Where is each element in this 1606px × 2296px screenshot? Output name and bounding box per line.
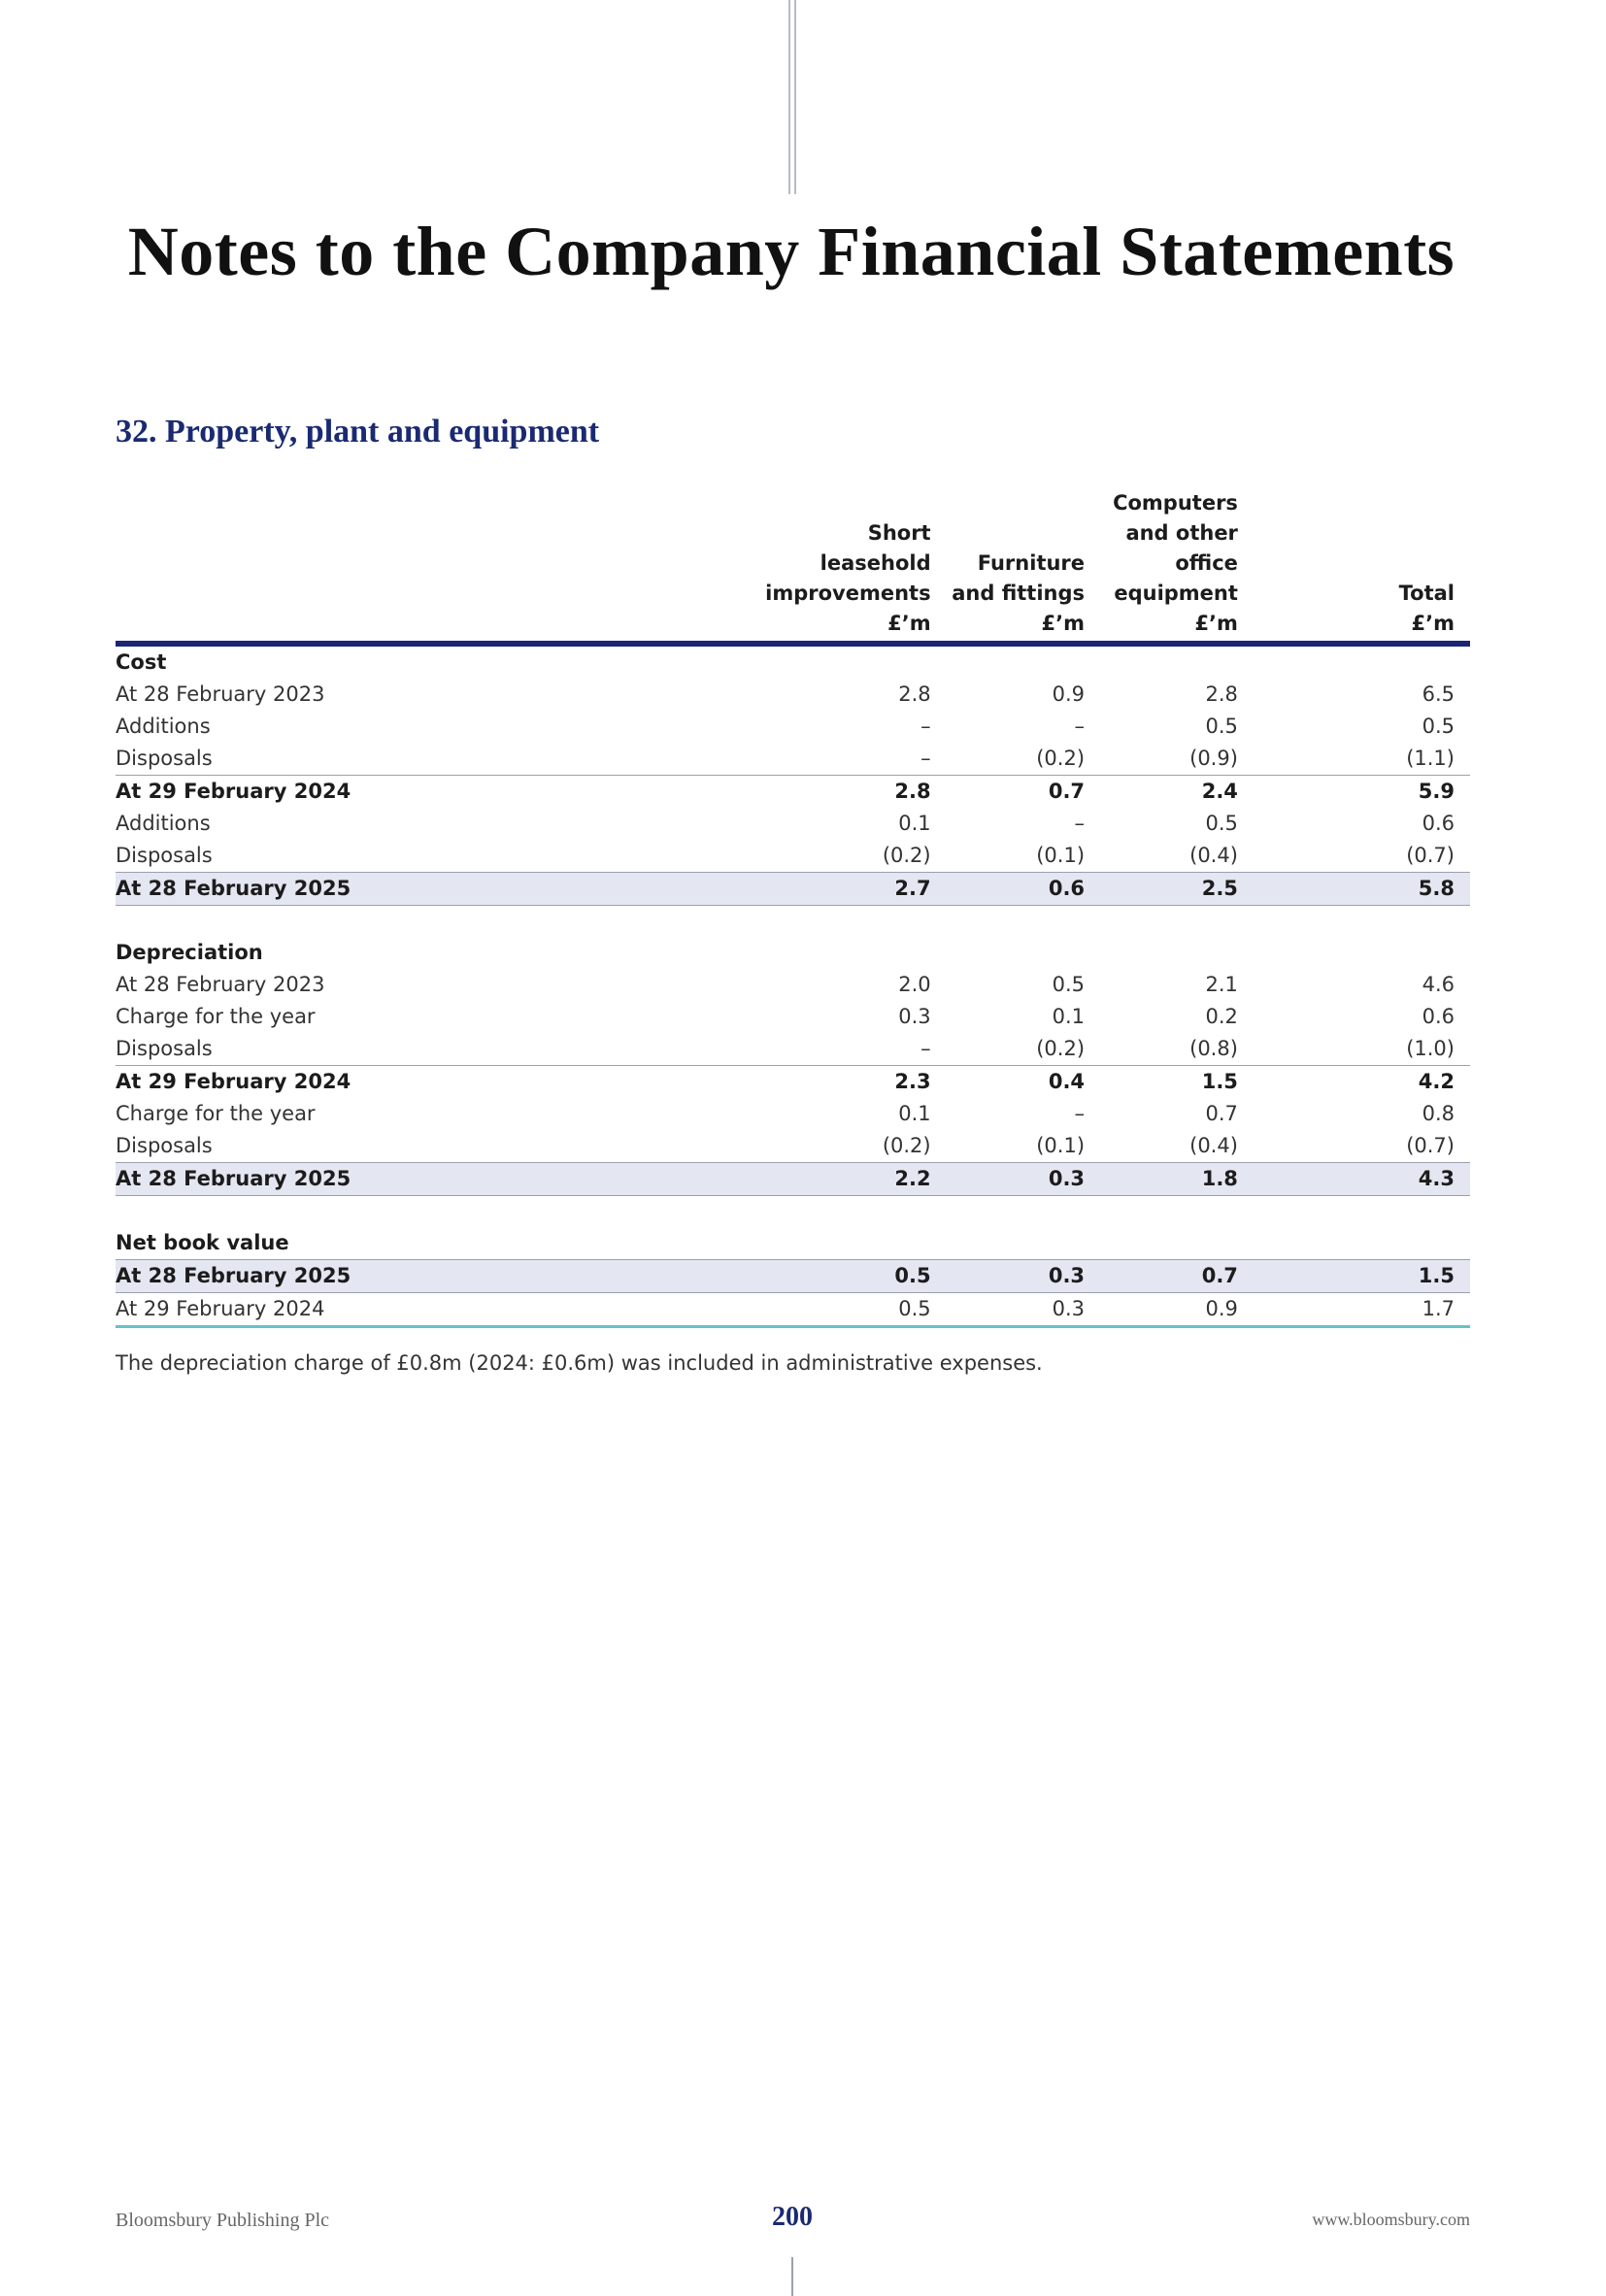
table-cell: 0.1: [898, 1102, 931, 1125]
spacer-row: [116, 1196, 1470, 1228]
table-cell: 2.0: [898, 973, 931, 996]
section-heading-row: [116, 937, 1470, 969]
footer-company: Bloomsbury Publishing Plc: [116, 2210, 330, 2231]
table-cell: 0.3: [898, 1005, 931, 1028]
table-cell: 0.1: [898, 812, 931, 835]
table-cell: 0.9: [1085, 1293, 1238, 1327]
table-cell: 0.1: [1052, 1005, 1086, 1028]
table-cell: [931, 937, 1085, 969]
column-header-line: Total: [1398, 582, 1455, 605]
row-label: Additions: [116, 715, 211, 738]
footnote: The depreciation charge of £0.8m (2024: £0.6m) was included in administrative expenses.: [116, 1351, 1043, 1375]
column-header-total: [1238, 488, 1470, 644]
row-label: [116, 906, 765, 938]
table-cell: [1085, 906, 1238, 938]
table-row: [116, 1293, 1470, 1327]
row-label: Cost: [116, 650, 167, 674]
table-cell: (0.1): [1036, 844, 1086, 867]
table-cell: 0.7: [931, 776, 1085, 809]
table-cell: [1238, 644, 1470, 679]
table-cell: 0.3: [931, 1293, 1085, 1327]
table-cell: 1.7: [1238, 1293, 1470, 1327]
footer-website[interactable]: www.bloomsbury.com: [1312, 2210, 1470, 2229]
table-cell: (0.7): [1406, 844, 1455, 867]
row-label: At 28 February 2023: [116, 682, 325, 706]
table-cell: [765, 937, 930, 969]
table-row: [116, 1130, 1470, 1163]
bottom-decorative-line: [791, 2257, 793, 2296]
column-header-line: and fittings: [952, 582, 1086, 605]
table-cell: –: [920, 715, 931, 738]
table-cell: [1238, 1227, 1470, 1260]
table-cell: [1238, 937, 1470, 969]
table-cell: –: [920, 1037, 931, 1060]
row-label: [116, 1196, 765, 1228]
column-header-line: Furniture: [977, 551, 1086, 575]
table-cell: 0.7: [1205, 1102, 1238, 1125]
table-cell: [1238, 1196, 1470, 1228]
table-cell: [931, 1227, 1085, 1260]
table-cell: 1.8: [1085, 1163, 1238, 1196]
table-cell: 2.8: [765, 776, 930, 809]
table-cell: [1085, 1196, 1238, 1228]
table-row: [116, 1001, 1470, 1033]
table-cell: [765, 1227, 930, 1260]
table-row: [116, 840, 1470, 873]
table-cell: 0.6: [931, 873, 1085, 906]
table-cell: [765, 1196, 930, 1228]
table-cell: 2.8: [898, 682, 931, 706]
page-number: 200: [772, 2202, 813, 2232]
section-heading-row: [116, 644, 1470, 679]
table-row: [116, 711, 1470, 743]
table-cell: (0.4): [1189, 844, 1238, 867]
row-label: Disposals: [116, 844, 213, 867]
column-header-line: leasehold: [820, 551, 931, 575]
table-cell: 1.5: [1238, 1260, 1470, 1293]
table-cell: 0.6: [1422, 1005, 1455, 1028]
top-decorative-line: [788, 0, 790, 194]
section-title: 32. Property, plant and equipment: [116, 414, 600, 449]
table-cell: (1.0): [1406, 1037, 1455, 1060]
table-cell: [1085, 1227, 1238, 1260]
table-cell: 2.4: [1085, 776, 1238, 809]
table-cell: 0.5: [1052, 973, 1086, 996]
table-cell: 0.3: [931, 1260, 1085, 1293]
table-row: [116, 808, 1470, 840]
column-header-line: Short: [867, 521, 931, 545]
table-row: [116, 873, 1470, 906]
table-cell: (0.1): [1036, 1134, 1086, 1157]
label-column-header: [116, 488, 765, 644]
table-cell: [1238, 906, 1470, 938]
table-cell: 0.5: [765, 1260, 930, 1293]
table-cell: (0.7): [1406, 1134, 1455, 1157]
table-cell: 0.7: [1085, 1260, 1238, 1293]
table-cell: 0.5: [1205, 715, 1238, 738]
column-header-line: £’m: [1194, 612, 1238, 635]
table-cell: 2.7: [765, 873, 930, 906]
row-label: At 28 February 2023: [116, 973, 325, 996]
row-label: Disposals: [116, 1134, 213, 1157]
column-header-line: Computers: [1113, 491, 1238, 515]
table-header-row: [116, 488, 1470, 644]
page-title: Notes to the Company Financial Statements: [127, 213, 1455, 290]
table-cell: 0.6: [1422, 812, 1455, 835]
table-cell: [931, 644, 1085, 679]
table-cell: 0.2: [1205, 1005, 1238, 1028]
table-row: [116, 679, 1470, 711]
table-cell: 0.9: [1052, 682, 1086, 706]
table-cell: (0.2): [1036, 1037, 1086, 1060]
table-row: [116, 743, 1470, 776]
table-cell: (0.8): [1189, 1037, 1238, 1060]
table-cell: 0.4: [931, 1066, 1085, 1099]
table-cell: 0.5: [765, 1293, 930, 1327]
row-label: Charge for the year: [116, 1005, 316, 1028]
table-cell: 6.5: [1422, 682, 1455, 706]
row-label: Disposals: [116, 1037, 213, 1060]
table-cell: [931, 906, 1085, 938]
table-cell: [931, 1196, 1085, 1228]
table-cell: (0.9): [1189, 747, 1238, 770]
table-cell: 4.3: [1238, 1163, 1470, 1196]
table-cell: 2.3: [765, 1066, 930, 1099]
column-header-computers: [1085, 488, 1238, 644]
table-cell: [765, 644, 930, 679]
column-header-line: office: [1175, 551, 1238, 575]
column-header-line: £’m: [1041, 612, 1086, 635]
table-cell: (0.2): [882, 1134, 931, 1157]
column-header-furniture: [931, 488, 1085, 644]
table-cell: –: [1074, 1102, 1086, 1125]
table-cell: –: [920, 747, 931, 770]
table-cell: (0.2): [1036, 747, 1086, 770]
column-header-line: and other: [1125, 521, 1238, 545]
table-row: [116, 1066, 1470, 1099]
table-cell: 0.5: [1422, 715, 1455, 738]
row-label: Disposals: [116, 747, 213, 770]
row-label: Depreciation: [116, 941, 263, 964]
table-cell: 2.5: [1085, 873, 1238, 906]
table-cell: 4.6: [1422, 973, 1455, 996]
table-cell: (1.1): [1406, 747, 1455, 770]
row-label: Additions: [116, 812, 211, 835]
spacer-row: [116, 906, 1470, 938]
table-row: [116, 1098, 1470, 1130]
row-label: At 28 February 2025: [116, 1163, 765, 1196]
ppe-table: [116, 488, 1470, 1328]
table-body: [116, 644, 1470, 1327]
table-cell: 4.2: [1238, 1066, 1470, 1099]
column-header-line: equipment: [1114, 582, 1238, 605]
table-cell: –: [1074, 715, 1086, 738]
row-label: Net book value: [116, 1231, 289, 1254]
table-cell: 0.8: [1422, 1102, 1455, 1125]
row-label: At 29 February 2024: [116, 1293, 765, 1327]
table-cell: 5.8: [1238, 873, 1470, 906]
column-header-line: £’m: [1411, 612, 1455, 635]
table-row: [116, 969, 1470, 1001]
table-row: [116, 776, 1470, 809]
table-row: [116, 1260, 1470, 1293]
table-cell: 1.5: [1085, 1066, 1238, 1099]
table-cell: 2.8: [1205, 682, 1238, 706]
table-cell: 0.5: [1205, 812, 1238, 835]
table-cell: 2.1: [1205, 973, 1238, 996]
table-row: [116, 1033, 1470, 1066]
table-cell: 2.2: [765, 1163, 930, 1196]
table-cell: (0.2): [882, 844, 931, 867]
row-label: At 28 February 2025: [116, 873, 765, 906]
table-row: [116, 1163, 1470, 1196]
column-header-short-leasehold: [765, 488, 930, 644]
table-cell: [1085, 937, 1238, 969]
column-header-line: improvements: [765, 582, 931, 605]
row-label: At 28 February 2025: [116, 1260, 765, 1293]
top-decorative-line: [794, 0, 796, 194]
table-cell: 5.9: [1238, 776, 1470, 809]
row-label: At 29 February 2024: [116, 776, 765, 809]
table-cell: (0.4): [1189, 1134, 1238, 1157]
column-header-line: £’m: [887, 612, 931, 635]
row-label: Charge for the year: [116, 1102, 316, 1125]
row-label: At 29 February 2024: [116, 1066, 765, 1099]
table-cell: 0.3: [931, 1163, 1085, 1196]
table-cell: –: [1074, 812, 1086, 835]
section-heading-row: [116, 1227, 1470, 1260]
table-cell: [1085, 644, 1238, 679]
table-cell: [765, 906, 930, 938]
